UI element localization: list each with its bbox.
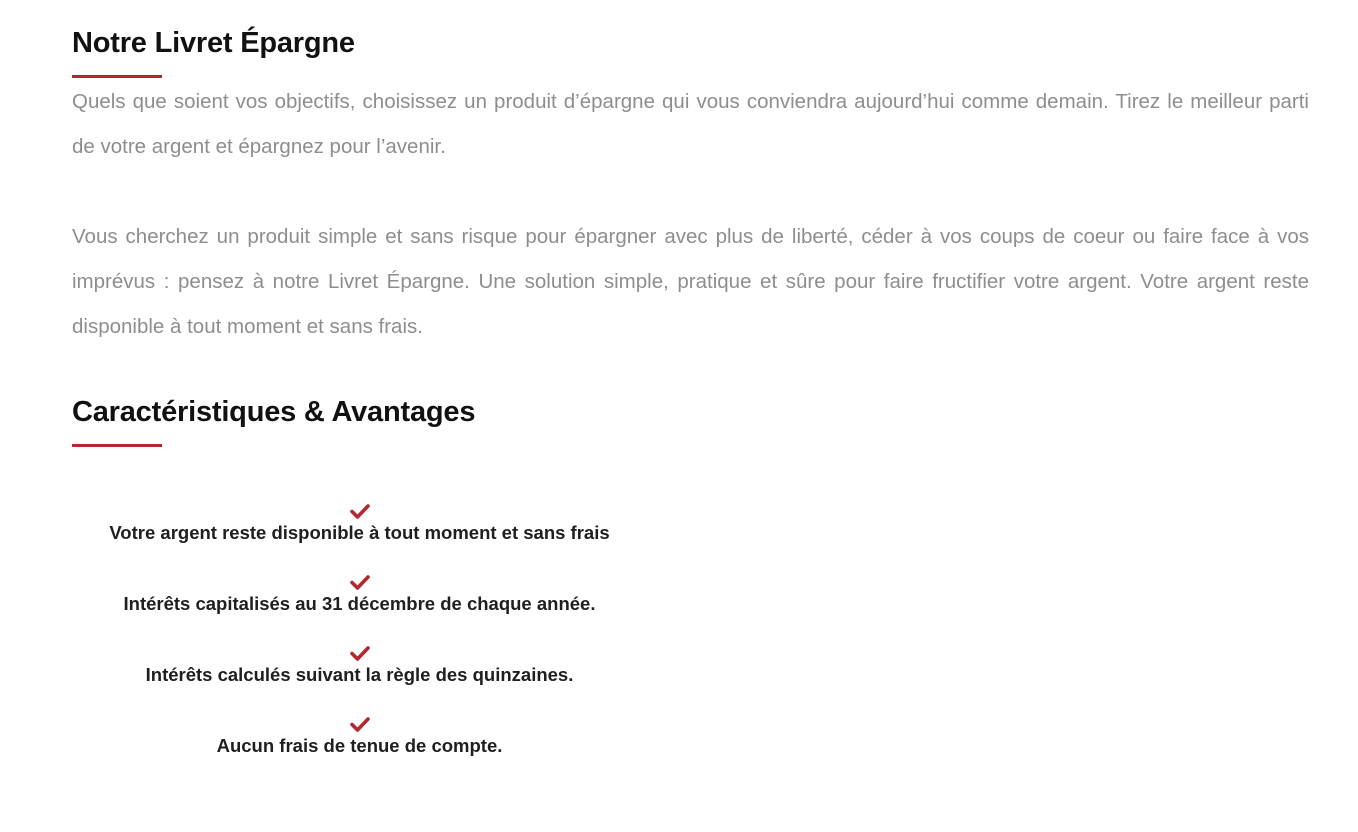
title-underline: [72, 444, 162, 447]
savings-title: Notre Livret Épargne: [72, 27, 355, 59]
feature-item: [72, 638, 647, 709]
feature-item: [72, 709, 647, 780]
savings-description: Vous cherchez un produit simple et sans risque pour épargner avec plus de liberté, céder à vos coups de coeur ou faire face à vos imprévus : pensez à notre Livret Épargne. Une solution simple, pratique et sûre pour faire fructifier votre argent. Votre argent reste disponible à tout moment et sans frais.: [72, 225, 1309, 338]
check-icon: [350, 644, 370, 662]
features-section: [72, 395, 1309, 447]
check-icon: [350, 502, 370, 520]
feature-label: Intérêts capitalisés au 31 décembre de chaque année.: [123, 593, 596, 614]
features-title: Caractéristiques & Avantages: [72, 396, 476, 428]
check-icon: [350, 573, 370, 591]
feature-label: Aucun frais de tenue de compte.: [216, 735, 503, 756]
feature-item: [72, 567, 647, 638]
feature-item: [72, 496, 647, 567]
title-underline: [72, 75, 162, 78]
feature-label: Intérêts calculés suivant la règle des quinzaines.: [145, 664, 574, 685]
savings-section: [72, 26, 1309, 78]
savings-intro: Quels que soient vos objectifs, choisissez un produit d’épargne qui vous conviendra aujourd’hui comme demain. Tirez le meilleur parti de votre argent et épargnez pour l’avenir.: [72, 90, 1309, 158]
features-list: [72, 496, 647, 780]
feature-label: Votre argent reste disponible à tout moment et sans frais: [109, 522, 610, 543]
savings-text: [72, 79, 1309, 349]
check-icon: [350, 715, 370, 733]
